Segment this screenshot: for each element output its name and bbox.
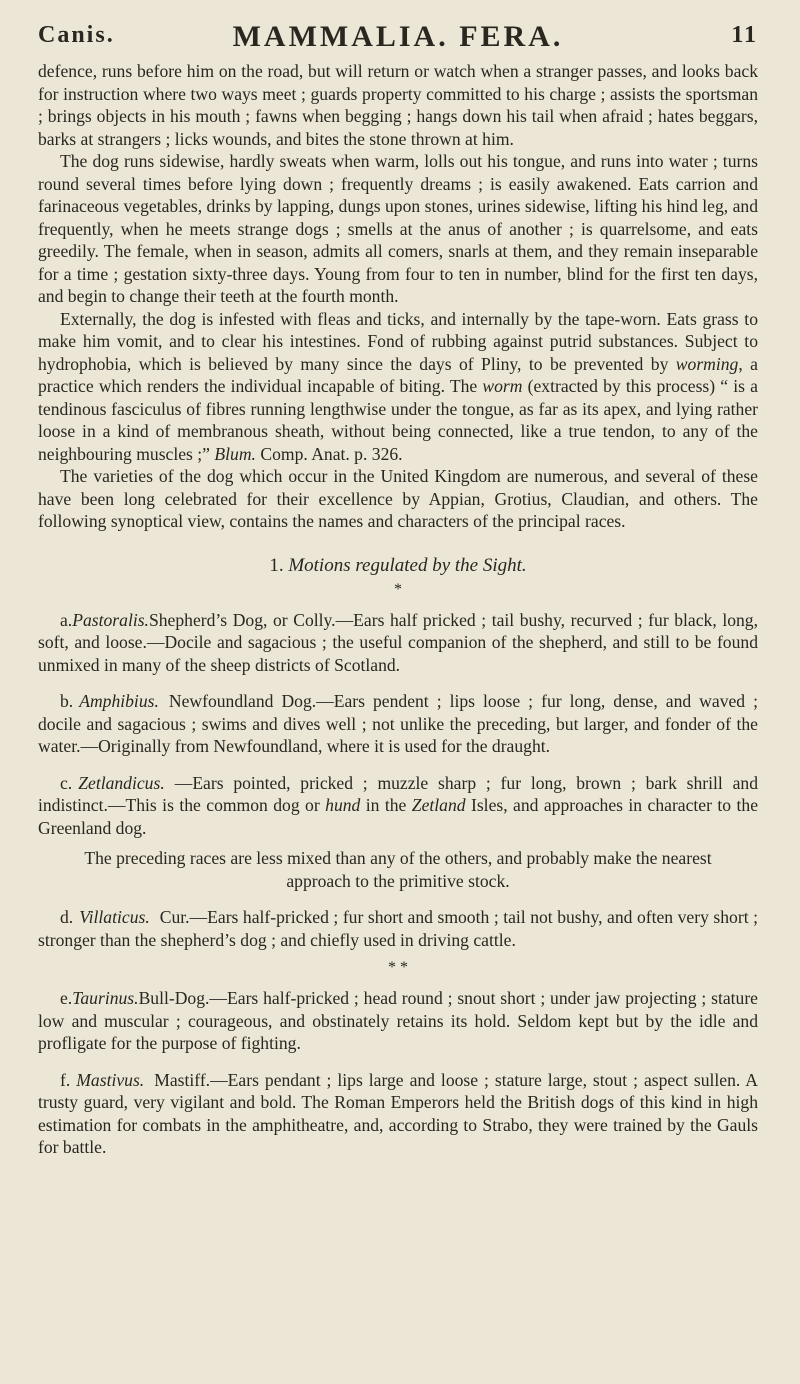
paragraph-defence: defence, runs before him on the road, but will return or watch when a stranger passes, and looks back for instruction where two ways meet ; guards property committed to his charge ; assists the sportsman ; brings objects in his mouth ; fawns when begging ; hangs down his tail when afraid ; hates beggars, barks at strangers ; licks wounds, and bites the stone thrown at him.: [38, 61, 758, 149]
paragraph-varieties: The varieties of the dog which occur in the United Kingdom are numerous, and several of these have been long celebrated for their excellence by Appian, Grotius, Claudian, and others. The following synoptical view, contains the names and characters of the principal races.: [38, 466, 758, 531]
entry-mastivus: f. Mastivus. Mastiff.—Ears pendant ; lips large and loose ; stature large, stout ; aspect sullen. A trusty guard, very vigilant and bold. The Roman Emperors held the British dogs of this kind in high estimation for combats in the amphitheatre, and, according to Strabo, they were trained by the Gauls for battle.: [38, 1069, 758, 1157]
entry-zetlandicus: c. Zetlandicus. —Ears pointed, pricked ; muzzle sharp ; fur long, brown ; bark shrill and indistinct.—This is the common dog or hund in the Zetland Isles, and approaches in character to the Greenland dog.: [38, 772, 758, 838]
note-primitive-stock: The preceding races are less mixed than any of the others, and probably make the nearest approach to the primitive stock.: [84, 848, 712, 891]
running-head-title: MAMMALIA. FERA.: [232, 20, 564, 53]
entry-villaticus: d. Villaticus. Cur.—Ears half-pricked ; fur short and smooth ; tail not bushy, and often very short ; stronger than the shepherd’s dog ; and chiefly used in driving cattle.: [38, 907, 758, 950]
section-asterisk: *: [394, 580, 402, 598]
section-heading: 1. Motions regulated by the Sight.: [269, 554, 527, 576]
entry-amphibius: b. Amphibius. Newfoundland Dog.—Ears pendent ; lips loose ; fur long, dense, and waved ; docile and sagacious ; swims and dives well ; not unlike the preceding, but larger, and fonder of the water.—Originally from Newfoundland, where it is used for the draught.: [38, 691, 758, 756]
paragraph-parasites: Externally, the dog is infested with fleas and ticks, and internally by the tape-worn. Eats grass to make him vomit, and to clear his intestines. Fond of rubbing against putrid substances. Subject to hydrophobia, which is believed by many since the days of Pliny, to be prevented by worming, a practice which renders the individual incapable of biting. The worm (extracted by this process) “ is a tendinous fasciculus of fibres running lengthwise under the tongue, as far as its apex, and lying rather loose in a kind of membranous sheath, without being connected, like a true tendon, to any of the neighbouring muscles ;” Blum. Comp. Anat. p. 326.: [38, 308, 758, 464]
running-head: [38, 0, 758, 60]
entry-pastoralis: a.Pastoralis.Shepherd’s Dog, or Colly.—Ears half pricked ; tail bushy, recurved ; fur black, long, soft, and loose.—Docile and sagacious ; the useful companion of the shepherd, and still to be found unmixed in many of the sheep districts of Scotland.: [38, 609, 758, 675]
paragraph-habits: The dog runs sidewise, hardly sweats when warm, lolls out his tongue, and runs into water ; turns round several times before lying down ; frequently dreams ; is easily awakened. Eats carrion and farinaceous vegetables, drinks by lapping, dungs upon stones, urines sidewise, lifting his hind leg, and frequently, when he meets strange dogs ; smells at the anus of another ; is quarrelsome, and eats greedily. The female, when in season, admits all comers, snarls at them, and they remain inseparable for a time ; gestation sixty-three days. Young from four to ten in number, blind for the first ten days, and begin to change their teeth at the fourth month.: [38, 151, 758, 306]
section-double-asterisk: * *: [388, 959, 408, 976]
running-head-genus: Canis.: [38, 22, 115, 48]
page-number: 11: [731, 22, 758, 48]
entry-taurinus: e.Taurinus.Bull-Dog.—Ears half-pricked ; head round ; snout short ; under jaw projecting ; stature low and muscular ; courageous, and obstinately retains its hold. Seldom kept but by the idle and profligate for the purpose of fighting.: [38, 988, 758, 1053]
